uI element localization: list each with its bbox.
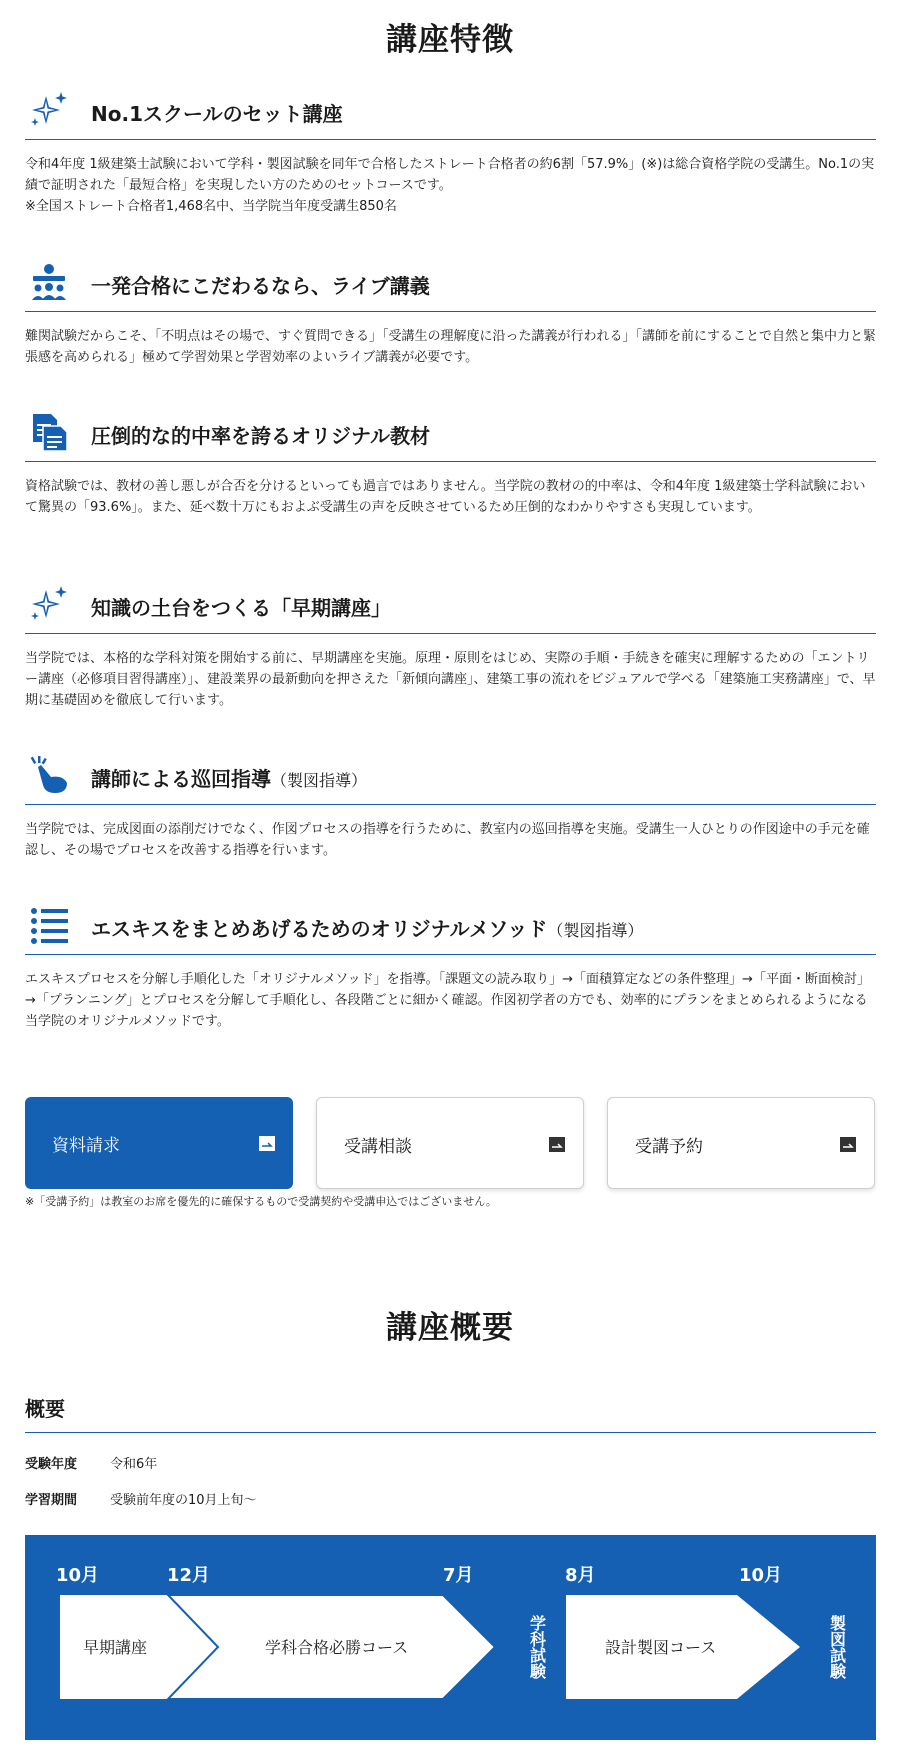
feature-setcourse [25,88,876,217]
feature-live-lecture [25,260,876,368]
academic-course-label: 学科合格必勝コース [265,1638,409,1657]
external-arrow-icon [549,1137,565,1152]
feature-body: 当学院では、完成図面の添削だけでなく、作図プロセスの指導を行うために、教室内の巡回指導を実施。受講生一人ひとりの作図途中の手元を確認し、その場でプロセスを改善する指導を行います。 [25,822,870,858]
overview-key: 学習期間 [25,1493,78,1508]
feature-title: エスキスをまとめあげるためのオリジナルメソッド（製図指導） [91,917,644,941]
list-icon [29,905,69,945]
feature-header [25,753,876,805]
early-course-label: 早期講座 [83,1638,148,1657]
feature-body: 当学院では、本格的な学科対策を開始する前に、早期講座を実施。原理・原則をはじめ、実際の手順・手続きを確実に理解するための「エントリー講座（必修項目習得講座）」、建設業界の最新動向を押さえた「新傾向講座」、建築工事の流れをビジュアルで学べる「建築施工実務講座」で、早期に基礎固めを徹底して行います。 [25,651,876,708]
feature-header [25,903,876,955]
course-timeline [25,1535,876,1740]
feature-title: 圧倒的な的中率を誇るオリジナル教材 [91,424,430,448]
request-materials-label: 資料請求 [52,1136,120,1156]
design-course-label: 設計製図コース [605,1638,717,1657]
reservation-note: ※「受講予約」は教室のお席を優先的に確保するもので受講契約や受講申込ではございません。 [25,1195,497,1208]
consultation-button[interactable] [316,1097,584,1189]
request-materials-button[interactable] [25,1097,293,1189]
overview-subtitle: 概要 [25,1389,876,1433]
academic-exam-label: 学科試験 [527,1615,547,1679]
timeline-month: 7月 [443,1565,474,1586]
feature-header [25,410,876,462]
lecturer-icon [29,262,69,302]
feature-original-method [25,903,876,1032]
overview-title: 講座概要 [386,1310,514,1346]
feature-title: 一発合格にこだわるなら、ライブ講義 [91,274,430,298]
overview-value: 受験前年度の10月上旬〜 [110,1493,257,1508]
pointing-hand-icon [29,755,69,795]
overview-value: 令和6年 [110,1457,158,1472]
feature-title: 知識の土台をつくる「早期講座」 [91,596,391,620]
feature-title: 講師による巡回指導（製図指導） [91,767,368,791]
feature-header [25,260,876,312]
overview-row-study-period [25,1489,257,1508]
feature-body: 難関試験だからこそ、「不明点はその場で、すぐ質問できる」「受講生の理解度に沿った講義が行われる」「講師を前にすることで自然と集中力と緊張感を高められる」極めて学習効果と学習効率のよいライブ講義が必要です。 [25,329,876,365]
timeline-graphic [25,1535,876,1740]
feature-original-materials [25,410,876,518]
feature-header [25,582,876,634]
features-title: 講座特徴 [386,22,514,58]
timeline-month: 8月 [565,1565,596,1586]
feature-body: 令和4年度 1級建築士試験において学科・製図試験を同年で合格したストレート合格者の約6割「57.9%」(※)は総合資格学院の受講生。No.1の実績で証明された「最短合格」を実現したい方のためのセットコースです。 ※全国ストレート合格者1,468名中、当学院当年度受講生850名 [25,157,875,214]
feature-early-course [25,582,876,711]
consultation-label: 受講相談 [344,1137,412,1157]
sparkle-icon [29,90,69,130]
timeline-month: 12月 [167,1565,211,1586]
feature-body: 資格試験では、教材の善し悪しが合否を分けるといっても過言ではありません。当学院の教材の的中率は、令和4年度 1級建築士学科試験において驚異の「93.6%」。また、延べ数十万にもおよぶ受講生の声を反映させているため圧倒的なわかりやすさも実現しています。 [25,479,866,515]
feature-patrol-guidance [25,753,876,861]
reservation-label: 受講予約 [635,1137,703,1157]
design-exam-label: 製図試験 [827,1615,847,1679]
external-arrow-icon [840,1137,856,1152]
document-icon [29,412,69,452]
timeline-month: 10月 [739,1565,783,1586]
timeline-month: 10月 [56,1565,100,1586]
sparkle-icon [29,584,69,624]
external-arrow-icon [259,1136,275,1151]
overview-row-exam-year [25,1453,157,1472]
cta-row [25,1097,876,1189]
feature-header [25,88,876,140]
feature-body: エスキスプロセスを分解し手順化した「オリジナルメソッド」を指導。「課題文の読み取り」→「面積算定などの条件整理」→「平面・断面検討」→「プランニング」とプロセスを分解して手順化し、各段階ごとに細かく確認。作図初学者の方でも、効率的にプランをまとめられるようになる当学院のオリジナルメソッドです。 [25,972,870,1029]
overview-key: 受験年度 [25,1457,78,1472]
feature-title: No.1スクールのセット講座 [91,102,343,126]
reservation-button[interactable] [607,1097,875,1189]
